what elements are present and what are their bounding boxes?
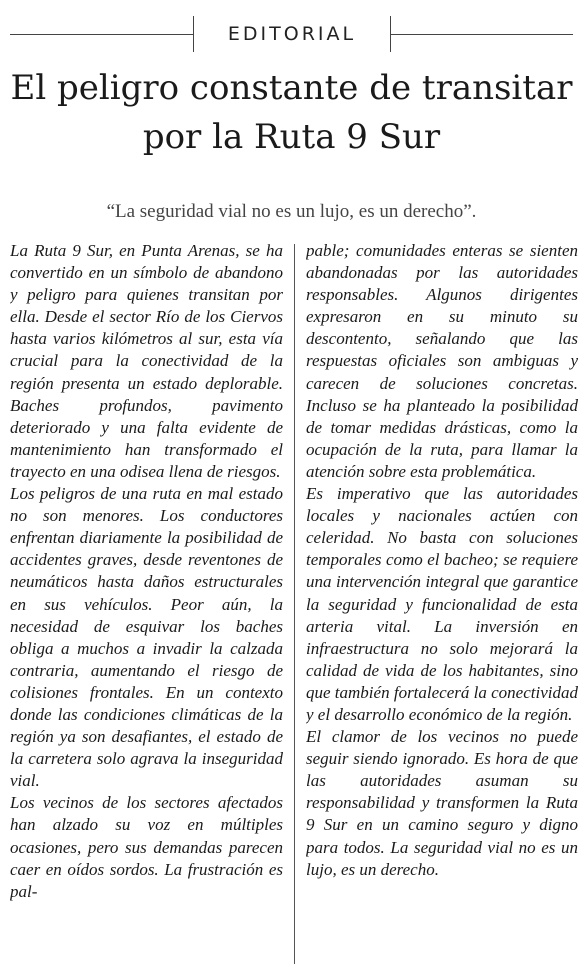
body-paragraph: Es imperativo que las autoridades locales y nacionales actúen con celeridad. No basta con soluciones temporales como el bacheo; se requiere una intervención integral que garantice la seguridad y funcionalidad de esta arteria vital. La inversión en infraestructura no solo mejorará la calidad de vida de los habitantes, sino que también fortalecerá la conectividad y el desarrollo económico de la región. bbox=[306, 484, 578, 724]
header-rule-right bbox=[390, 34, 573, 35]
subhead-quote: “La seguridad vial no es un lujo, es un derecho”. bbox=[106, 201, 477, 222]
section-header bbox=[10, 14, 573, 54]
body-paragraph: Los vecinos de los sectores afectados han alzado su voz en múltiples ocasiones, pero sus demandas parecen caer en oídos sordos. La frustración es pal- bbox=[10, 793, 283, 901]
body-column-right bbox=[306, 240, 578, 970]
body-paragraph: El clamor de los vecinos no puede seguir siendo ignorado. Es hora de que las autoridades asuman su responsabilidad y transformen la Ruta 9 Sur en un camino seguro y digno para todos. La seguridad vial no es un lujo, es un derecho. bbox=[306, 727, 578, 879]
body-paragraph: pable; comunidades enteras se sienten abandonadas por las autoridades responsables. Algunos dirigentes expresaron en su minuto su descontento, señalando que las respuestas oficiales son ambiguas y carecen de soluciones concretas. Incluso se ha planteado la posibilidad de tomar medidas drásticas, como la ocupación de la ruta, para llamar la atención sobre esta problemática. bbox=[306, 241, 578, 481]
column-divider bbox=[294, 244, 295, 964]
body-paragraph: Los peligros de una ruta en mal estado no son menores. Los conductores enfrentan diariamente la posibilidad de accidentes graves, desde reventones de neumáticos hasta daños estructurales en sus vehículos. Peor aún, la necesidad de esquivar los baches obliga a muchos a invadir la calzada contraria, aumentando el riesgo de colisiones frontales. En un contexto donde las condiciones climáticas de la región ya son desafiantes, el estado de la carretera solo agrava la inseguridad vial. bbox=[10, 484, 283, 791]
headline: El peligro constante de transitar por la Ruta 9 Sur bbox=[10, 68, 573, 157]
body-column-left bbox=[10, 240, 283, 970]
body-paragraph: La Ruta 9 Sur, en Punta Arenas, se ha convertido en un símbolo de abandono y peligro para quienes transitan por ella. Desde el sector Río de los Ciervos hasta varios kilómetros al sur, esta vía crucial para la conectividad de la región presenta un estado deplorable. Baches profundos, pavimento deteriorado y una falta evidente de mantenimiento han transformado el trayecto en una odisea llena de riesgos. bbox=[10, 241, 283, 481]
section-label: EDITORIAL bbox=[227, 23, 357, 45]
header-rule-left bbox=[10, 34, 193, 35]
